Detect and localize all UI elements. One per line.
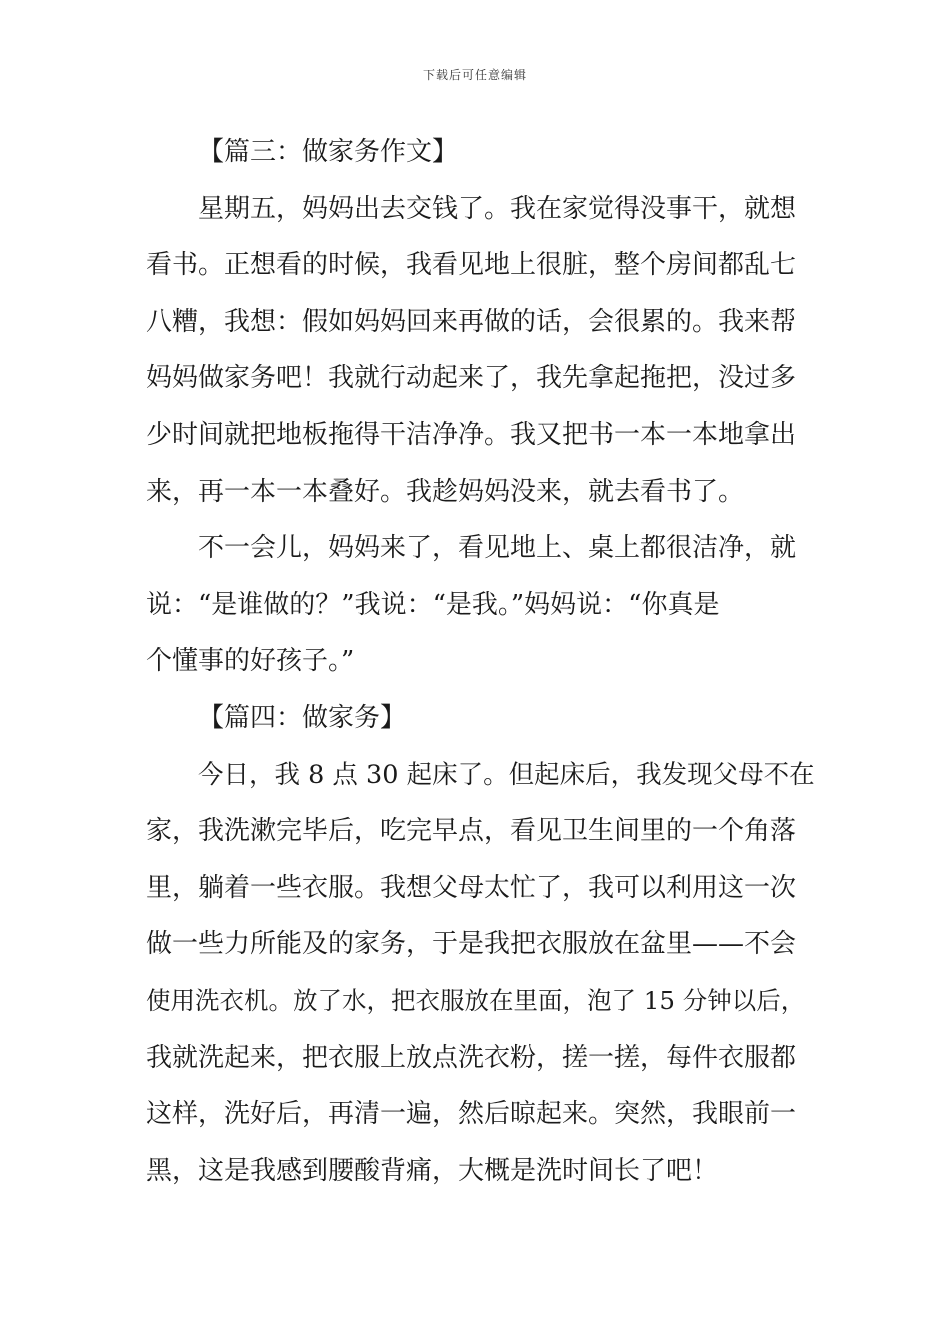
text-line: 今日，我 8 点 30 起床了。但起床后，我发现父母不在	[198, 759, 815, 790]
text-line: 少时间就把地板拖得干洁净净。我又把书一本一本地拿出	[146, 419, 797, 450]
text-line: 个懂事的好孩子。”	[146, 646, 355, 677]
header-note: 下载后可任意编辑	[422, 68, 527, 82]
text-line: 说：“是谁做的？”我说：“是我。”妈妈说：“你真是	[146, 589, 720, 620]
text-line: 黑，这是我感到腰酸背痛，大概是洗时间长了吧！	[146, 1155, 719, 1186]
text-line: 我就洗起来，把衣服上放点洗衣粉，搓一搓，每件衣服都	[146, 1042, 797, 1073]
text-line: 家，我洗漱完毕后，吃完早点，看见卫生间里的一个角落	[146, 816, 797, 847]
text-line: 不一会儿，妈妈来了，看见地上、桌上都很洁净，就	[198, 533, 797, 564]
text-line: 里，躺着一些衣服。我想父母太忙了，我可以利用这一次	[146, 872, 797, 903]
text-line: 使用洗衣机。放了水，把衣服放在里面，泡了 15 分钟以后，	[146, 985, 806, 1015]
text-line: 妈妈做家务吧！我就行动起来了，我先拿起拖把，没过多	[146, 363, 797, 394]
text-line: 看书。正想看的时候，我看见地上很脏，整个房间都乱七	[146, 250, 797, 281]
text-line: 星期五，妈妈出去交钱了。我在家觉得没事干，就想	[198, 193, 797, 224]
text-line: 八糟，我想：假如妈妈回来再做的话，会很累的。我来帮	[146, 306, 797, 337]
text-line: 来，再一本一本叠好。我趁妈妈没来，就去看书了。	[146, 476, 745, 507]
text-line: 这样，洗好后，再清一遍，然后晾起来。突然，我眼前一	[146, 1099, 797, 1130]
section-heading: 【篇四：做家务】	[198, 702, 407, 733]
document-body	[146, 124, 816, 1199]
section-heading: 【篇三：做家务作文】	[198, 137, 459, 167]
text-line: 做一些力所能及的家务，于是我把衣服放在盆里——不会	[146, 929, 797, 960]
